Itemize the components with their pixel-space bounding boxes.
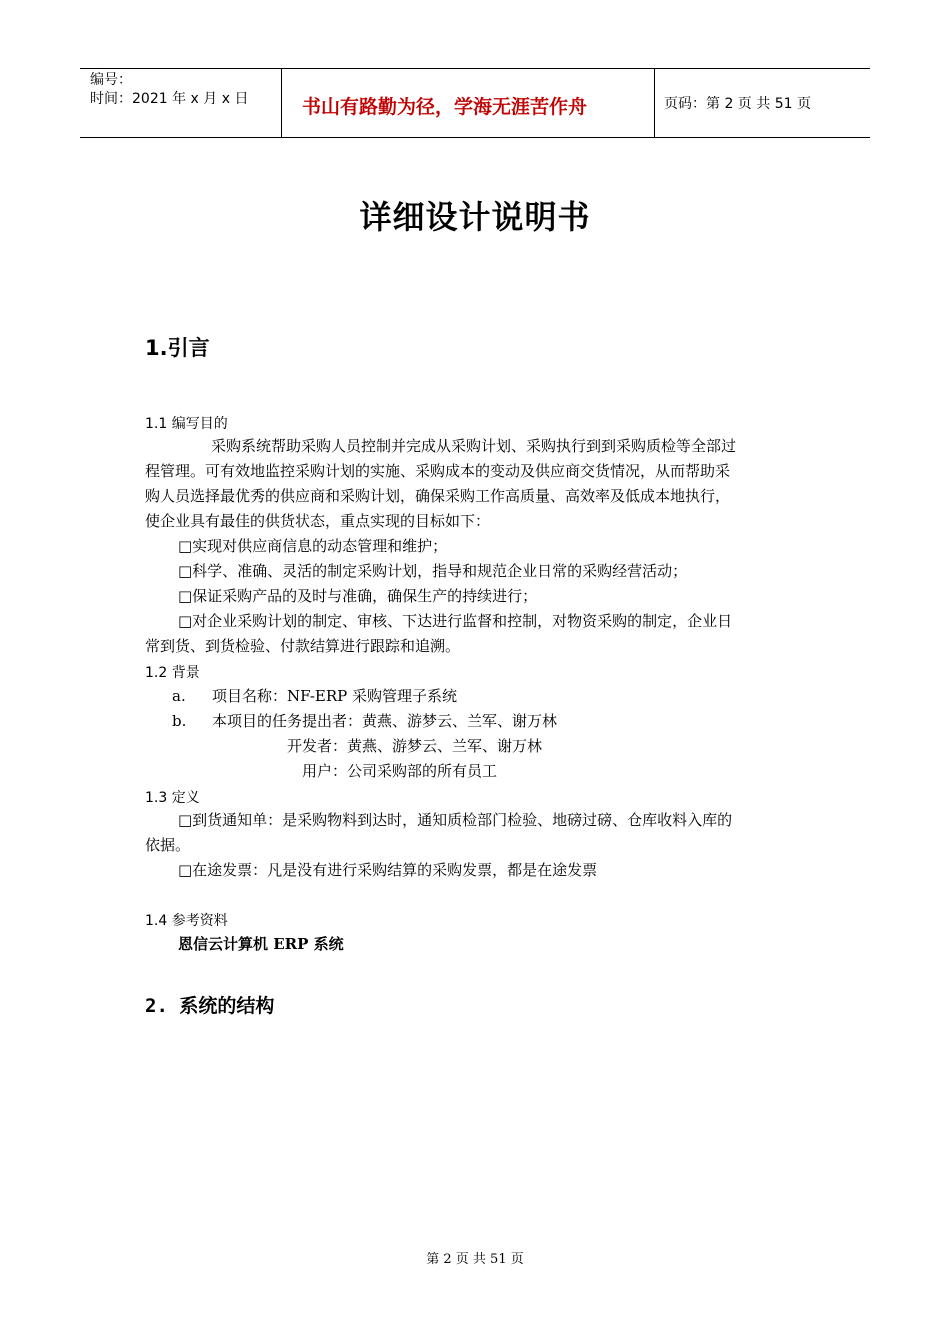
header-motto: 书山有路勤为径，学海无涯苦作舟 [302,96,588,118]
header-motto-cell [282,69,654,137]
header-meta-cell [90,69,280,137]
task-proposer-line: 本项目的任务提出者：黄燕、游梦云、兰军、谢万林 [212,712,558,730]
users-line: 用户：公司采购部的所有员工 [302,762,498,780]
paragraph-line: 购人员选择最优秀的供应商和采购计划，确保采购工作高质量、高效率及低成本地执行， [145,487,731,505]
footer-page-number: 第 2 页 共 51 页 [426,1252,524,1267]
paragraph-line: 程管理。可有效地监控采购计划的实施、采购成本的变动及供应商交货情况，从而帮助采 [145,462,731,480]
paragraph-line: 使企业具有最佳的供货状态，重点实现的目标如下： [145,512,491,530]
goal-list-item: □实现对供应商信息的动态管理和维护； [178,537,448,555]
list-marker: a. [172,687,186,705]
project-name-line: 项目名称：NF-ERP 采购管理子系统 [212,687,458,705]
subsection-heading-purpose: 1.1 编写目的 [145,416,228,432]
developers-line: 开发者：黄燕、游梦云、兰军、谢万林 [287,737,543,755]
document-title: 详细设计说明书 [359,198,591,236]
subsection-heading-references: 1.4 参考资料 [145,913,228,929]
subsection-heading-background: 1.2 背景 [145,665,200,681]
reference-item: 恩信云计算机 ERP 系统 [178,935,344,953]
section-heading-system-structure: 2. 系统的结构 [145,995,275,1017]
goal-list-item: □科学、准确、灵活的制定采购计划，指导和规范企业日常的采购经营活动； [178,562,688,580]
section-heading-introduction: 1.引言 [145,336,210,360]
goal-list-continuation: 常到货、到货检验、付款结算进行跟踪和追溯。 [145,637,461,655]
document-number-label: 编号： [90,72,132,88]
paragraph-line: 采购系统帮助采购人员控制并完成从采购计划、采购执行到到采购质检等全部过 [211,437,737,455]
subsection-heading-definitions: 1.3 定义 [145,790,200,806]
goal-list-item: □保证采购产品的及时与准确，确保生产的持续进行； [178,587,538,605]
list-marker: b. [172,712,187,730]
definition-item: □在途发票：凡是没有进行采购结算的采购发票，都是在途发票 [178,861,598,879]
definition-item: □到货通知单：是采购物料到达时，通知质检部门检验、地磅过磅、仓库收料入库的 [178,811,733,829]
definition-item-continuation: 依据。 [145,836,191,854]
header-table [80,68,870,138]
header-page-number: 页码：第 2 页 共 51 页 [664,96,811,112]
header-page-cell [655,69,870,137]
goal-list-item: □对企业采购计划的制定、审核、下达进行监督和控制，对物资采购的制定，企业日 [178,612,733,630]
document-time-label: 时间：2021 年 x 月 x 日 [90,91,249,107]
